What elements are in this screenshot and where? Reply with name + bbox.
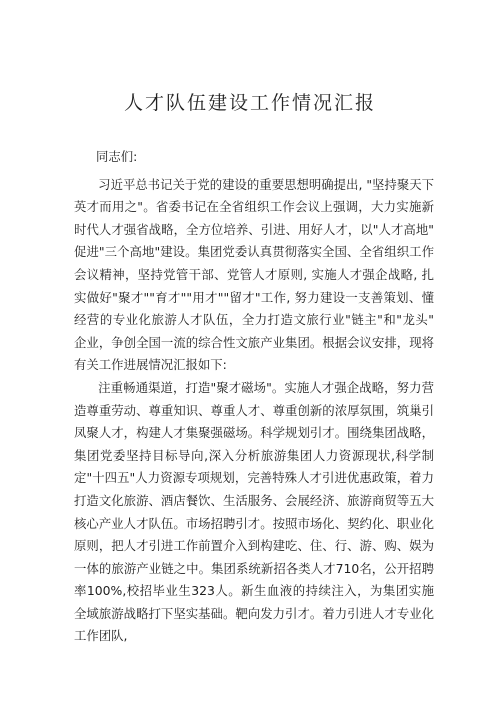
document-title: 人才队伍建设工作情况汇报 bbox=[123, 92, 376, 114]
paragraph-recruitment: 注重畅通渠道，打造"聚才磁场"。实施人才强企战略，努力营造尊重劳动、尊重知识、尊重人才、尊重创新的浓厚氛围，筑巢引凤聚人才，构建人才集聚强磁场。科学规划引才。围绕集团战略，集团党委坚持目标导向,深入分析旅游集团人力资源现状,科学制定"十四五"人力资源专项规划，完善特殊人才引进优惠政策，着力打造文化旅游、酒店餐饮、生活服务、会展经济、旅游商贸等五大核心产业人才队伍。市场招聘引才。按照市场化、契约化、职业化原则，把人才引进工作前置介入到构建吃、住、行、游、购、娱为一体的旅游产业链之中。集团系统新招各类人才710名，公开招聘率100%,校招毕业生323人。新生血液的持续注入，为集团实施全域旅游战略打下坚实基础。靶向发力引才。着力引进人才专业化工作团队, bbox=[74, 379, 434, 644]
paragraph-intro: 习近平总书记关于党的建设的重要思想明确提出, "坚持聚天下英才而用之"。省委书记在全省组织工作会议上强调，大力实施新时代人才强省战略，全方位培养、引进、用好人才，以"人才高地" 促进"三个高地"建设。集团党委认真贯彻落实全国、全省组织工作会议精神，坚持党管干部、党管人才原则, 实施人才强企战略, 扎实做好"聚才""育才""用才""留才"工作, 努力建设一支善策划、懂经营的专业化旅游人才队伍，全力打造文旅行业"链主"和"龙头" 企业，争创全国一流的综合性文旅产业集团。根据会议安排，现将有关工作进展情况汇报如下: bbox=[74, 176, 434, 373]
salutation: 同志们: bbox=[96, 149, 138, 164]
document-body bbox=[74, 146, 434, 648]
